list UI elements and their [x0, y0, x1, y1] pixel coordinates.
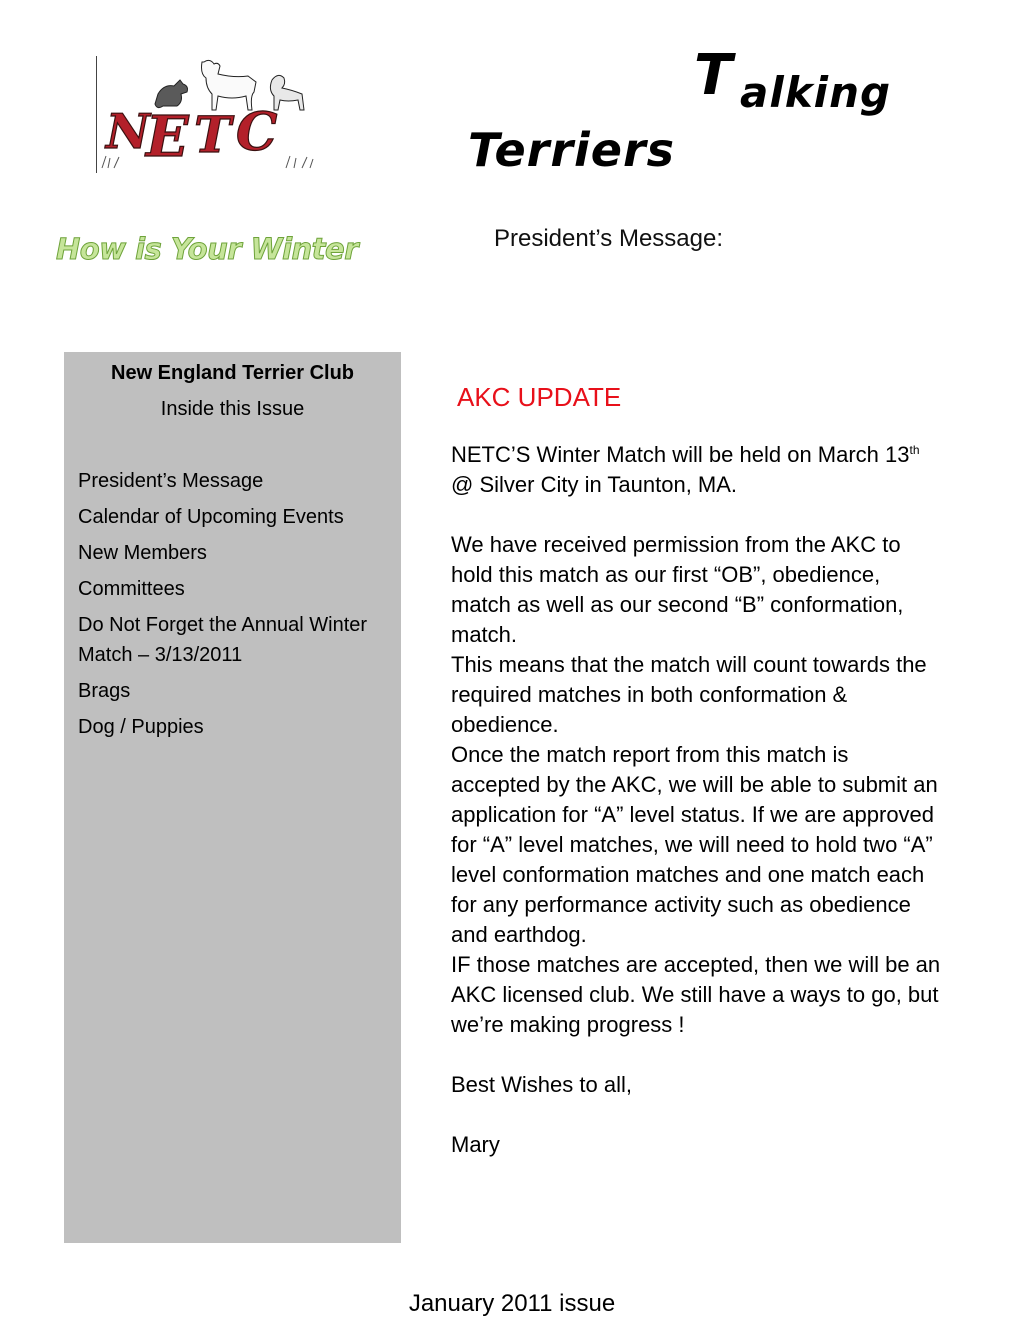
contents-item: Committees [78, 578, 185, 600]
article-body [451, 440, 941, 1160]
akc-update-heading: AKC UPDATE [457, 382, 622, 412]
svg-text:C: C [236, 102, 278, 163]
contents-item: Do Not Forget the Annual Winter Match – 3/13/2011 [78, 614, 368, 666]
netc-logo [96, 56, 336, 176]
ordinal-suffix: th [909, 443, 920, 457]
contents-item: Dog / Puppies [78, 716, 204, 738]
article-p1-text: NETC’S Winter Match will be held on March 13 [451, 442, 910, 467]
sidebar-inside-this-issue [64, 352, 401, 1243]
contents-item: President’s Message [78, 470, 264, 492]
sidebar-inside-label: Inside this Issue [160, 398, 305, 420]
title-terriers: Terriers [468, 123, 676, 177]
article-paragraph-4: Once the match report from this match is accepted by the AKC, we will be able to submit an application for “A” level status. If we are approved for “A” level matches, we will need to hold two “A” level conformation matches and one match each for any performance activity such as obedience and earthdog. [451, 742, 938, 947]
title-talking-initial: T [694, 43, 734, 108]
title-talking: alking [740, 68, 892, 117]
issue-date-footer: January 2011 issue [408, 1290, 616, 1317]
contents-item: Calendar of Upcoming Events [78, 506, 344, 528]
contents-item: Brags [78, 680, 131, 702]
svg-text:E: E [146, 104, 189, 170]
article-paragraph-1 [451, 440, 941, 500]
sidebar-contents-list [78, 466, 388, 748]
article-paragraph-2: We have received permission from the AKC to hold this match as our first “OB”, obedience, match as well as our second “B” conformation, match. [451, 532, 904, 647]
article-p1-text-end: @ Silver City in Taunton, MA. [451, 472, 738, 497]
subtitle-how-is-your-winter: How is Your Winter [56, 232, 359, 266]
article-paragraph-3: This means that the match will count towards the required matches in both conformation & obedience. [451, 652, 927, 737]
presidents-message-heading: President’s Message: [494, 225, 724, 252]
article-signature: Mary [451, 1132, 500, 1157]
article-paragraph-5: IF those matches are accepted, then we will be an AKC licensed club. We still have a ways to go, but we’re making progress ! [451, 952, 941, 1037]
article-closing: Best Wishes to all, [451, 1072, 632, 1097]
contents-item: New Members [78, 542, 207, 564]
svg-text:N: N [106, 104, 150, 160]
svg-text:T: T [194, 105, 232, 164]
sidebar-club-name: New England Terrier Club [111, 362, 354, 384]
